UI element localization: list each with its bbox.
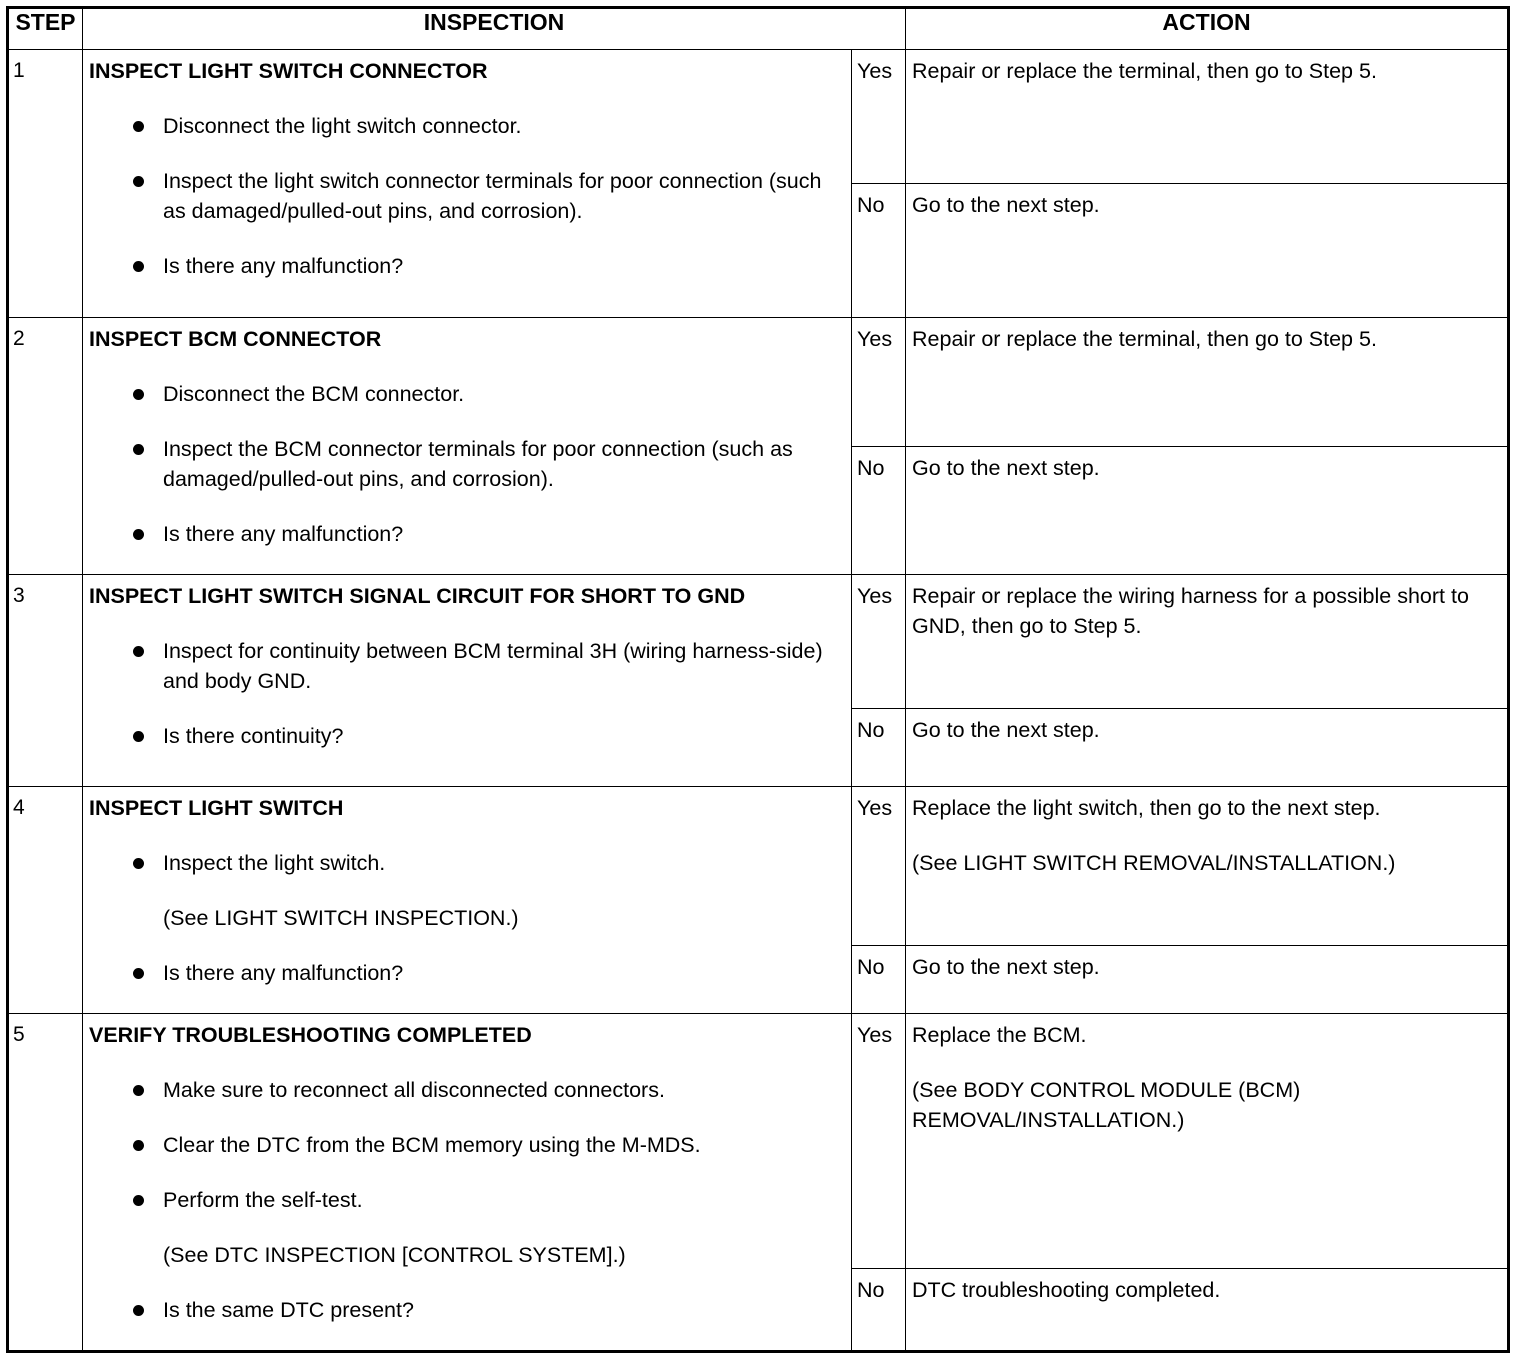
step-1-yes-row [8,50,1509,184]
no-label: No [852,709,906,787]
step-number: 4 [8,787,83,1014]
step-1-inspection [83,50,852,318]
step-title: INSPECT LIGHT SWITCH [89,796,344,820]
inspection-item: Inspect the light switch. [89,848,841,878]
yes-action [906,318,1509,447]
no-label: No [852,446,906,575]
action-reference: (See LIGHT SWITCH REMOVAL/INSTALLATION.) [912,851,1396,875]
action-text: Go to the next step. [912,718,1100,742]
action-text: Go to the next step. [912,455,1100,480]
yes-label: Yes [852,50,906,184]
step-2-yes-row [8,318,1509,447]
no-label: No [852,184,906,318]
step-title: INSPECT LIGHT SWITCH SIGNAL CIRCUIT FOR SHORT TO GND [89,584,746,608]
inspection-item: Inspect the BCM connector terminals for poor connection (such as damaged/pulled-out pins, and corrosion). [89,434,841,494]
inspection-question: Is there any malfunction? [89,958,841,988]
yes-action [906,787,1509,946]
no-action [906,446,1509,575]
step-3-yes-row [8,575,1509,709]
action-text: Repair or replace the wiring harness for a possible short to GND, then go to Step 5. [912,584,1469,638]
no-action [906,709,1509,787]
step-4-inspection [83,787,852,1014]
inspection-question: Is there continuity? [89,721,841,751]
yes-label: Yes [852,787,906,946]
step-4-yes-row [8,787,1509,946]
inspection-question: Is there any malfunction? [89,519,841,549]
step-number: 1 [8,50,83,318]
action-text: Replace the BCM. [912,1023,1087,1047]
step-2-inspection [83,318,852,575]
yes-action [906,50,1509,184]
step-5-inspection [83,1014,852,1352]
yes-label: Yes [852,575,906,709]
step-5-yes-row [8,1014,1509,1269]
yes-action [906,575,1509,709]
reference-note: (See DTC INSPECTION [CONTROL SYSTEM].) [163,1243,626,1267]
inspection-question: Is the same DTC present? [89,1295,841,1325]
header-action: ACTION [906,8,1509,50]
action-text: Repair or replace the terminal, then go to Step 5. [912,327,1377,351]
step-3-inspection [83,575,852,787]
action-text: Replace the light switch, then go to the next step. [912,796,1381,820]
inspection-item: Inspect the light switch connector terminals for poor connection (such as damaged/pulled-out pins, and corrosion). [89,166,841,226]
header-inspection: INSPECTION [83,8,906,50]
yes-label: Yes [852,1014,906,1269]
step-title: VERIFY TROUBLESHOOTING COMPLETED [89,1023,532,1047]
yes-label: Yes [852,318,906,447]
header-row [8,8,1509,50]
yes-action [906,1014,1509,1269]
step-title: INSPECT LIGHT SWITCH CONNECTOR [89,59,488,83]
no-action [906,946,1509,1014]
action-text: Repair or replace the terminal, then go to Step 5. [912,59,1377,83]
inspection-item: Clear the DTC from the BCM memory using the M-MDS. [89,1130,841,1160]
inspection-item: Disconnect the BCM connector. [89,379,841,409]
action-reference: (See BODY CONTROL MODULE (BCM) REMOVAL/INSTALLATION.) [912,1078,1301,1132]
inspection-item: Disconnect the light switch connector. [89,111,841,141]
step-number: 2 [8,318,83,575]
action-text: Go to the next step. [912,955,1100,979]
step-number: 3 [8,575,83,787]
troubleshooting-table [6,6,1510,1353]
no-action [906,184,1509,318]
inspection-item: Make sure to reconnect all disconnected connectors. [89,1075,841,1105]
step-title: INSPECT BCM CONNECTOR [89,327,382,351]
inspection-question: Is there any malfunction? [89,251,841,281]
action-text: Go to the next step. [912,193,1100,217]
inspection-item: Perform the self-test. [89,1185,841,1215]
no-label: No [852,1269,906,1352]
header-step: STEP [8,8,83,50]
no-action [906,1269,1509,1352]
step-number: 5 [8,1014,83,1352]
reference-note: (See LIGHT SWITCH INSPECTION.) [163,906,519,930]
no-label: No [852,946,906,1014]
inspection-item: Inspect for continuity between BCM terminal 3H (wiring harness-side) and body GND. [89,636,841,696]
action-text: DTC troubleshooting completed. [912,1278,1221,1303]
